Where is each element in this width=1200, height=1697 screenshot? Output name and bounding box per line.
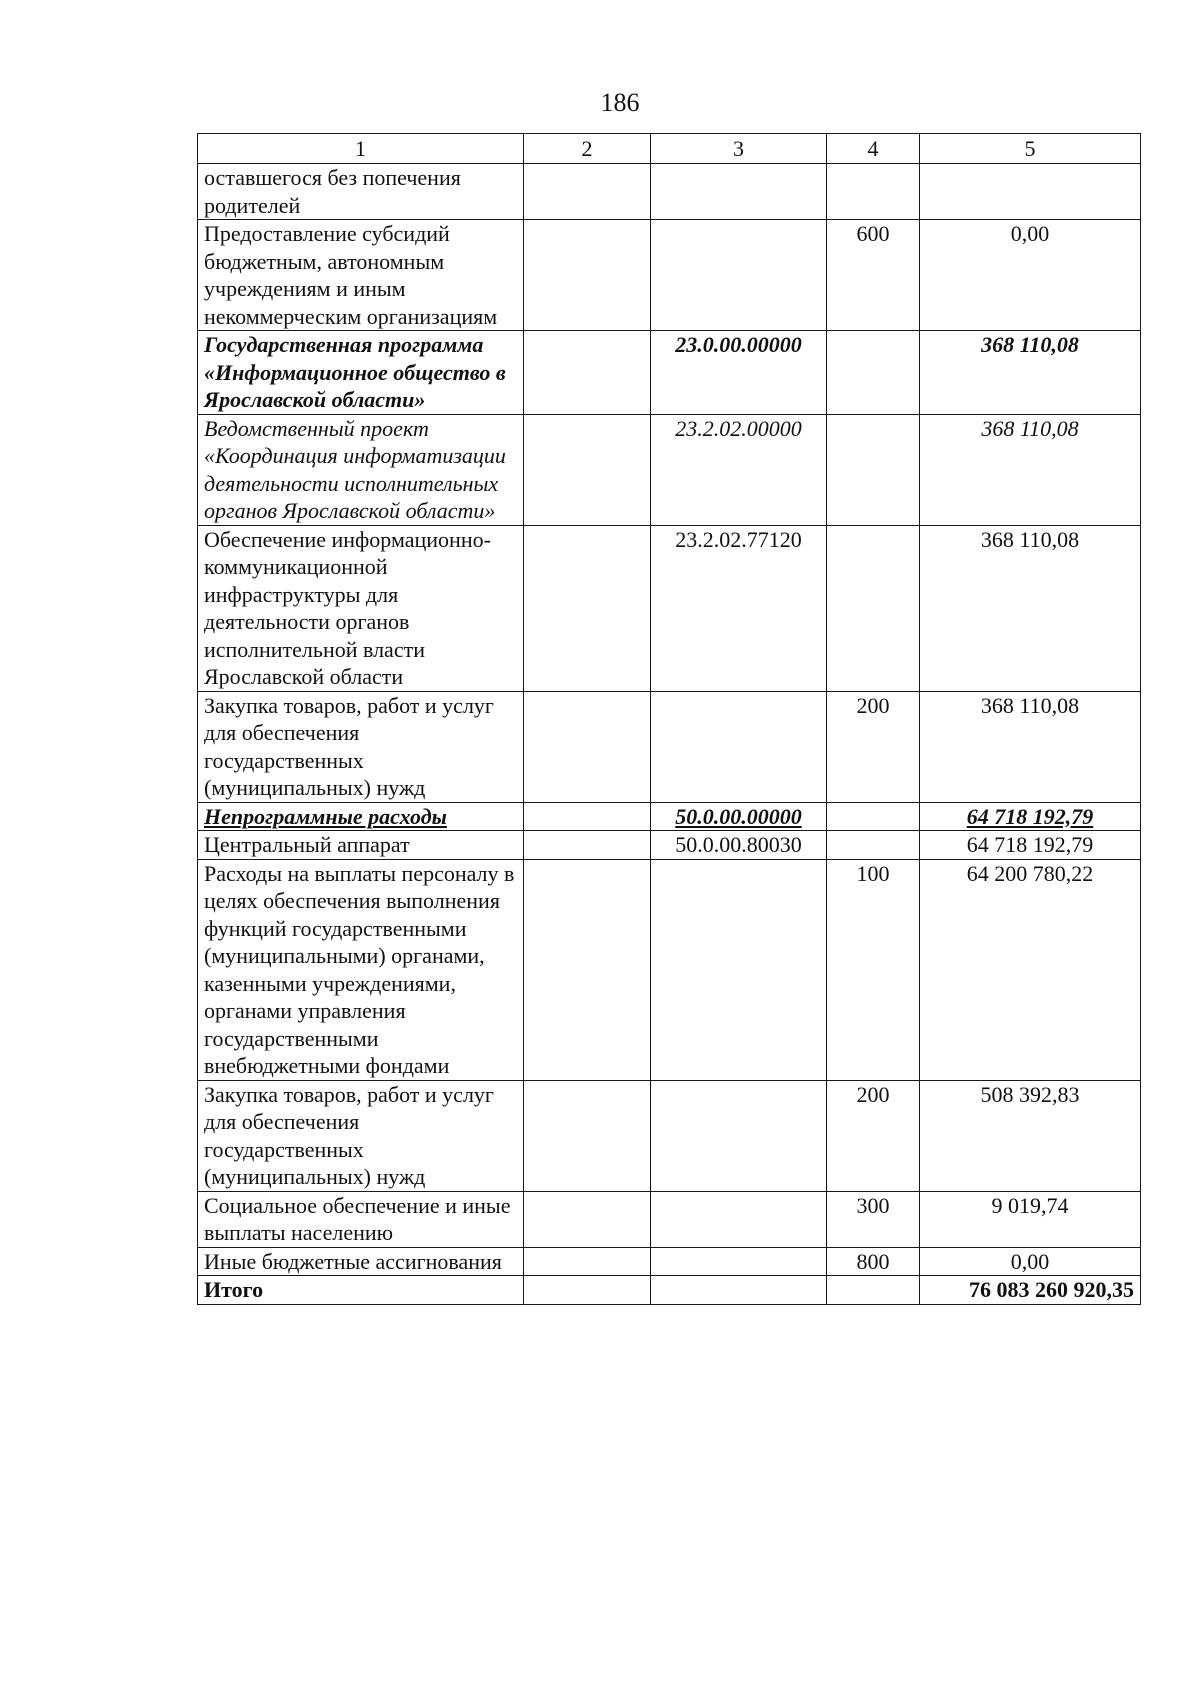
row-name-cell [198,691,524,802]
row-col2-cell [524,859,651,1080]
table-row [198,414,1141,525]
table-row [198,1080,1141,1191]
row-name-cell [198,164,524,220]
table-row [198,220,1141,331]
row-type-cell [827,691,920,802]
row-name-text: оставшегося без попечения родителей [204,165,461,218]
row-amount-text: 9 019,74 [991,1192,1069,1218]
row-amount-text: 508 392,83 [980,1081,1080,1107]
row-code-cell [651,802,827,831]
row-amount-cell [920,414,1141,525]
row-code-cell [651,859,827,1080]
row-name-text: Непрограммные расходы [204,803,447,829]
column-header: 3 [651,134,827,164]
row-code-cell [651,1276,827,1305]
row-name-text: Государственная программа «Информационное общество в Ярославской области» [204,332,506,412]
row-amount-text: 368 110,08 [981,415,1079,441]
row-amount-cell [920,1191,1141,1247]
row-name-text: Закупка товаров, работ и услуг для обеспечения государственных (муниципальных) нужд [204,692,494,800]
row-name-cell [198,1080,524,1191]
row-col2-cell [524,1276,651,1305]
row-code-cell [651,525,827,691]
row-col2-cell [524,1191,651,1247]
row-name-cell [198,1191,524,1247]
row-amount-text: 0,00 [1010,221,1050,246]
row-type-cell [827,859,920,1080]
row-name-text: Иные бюджетные ассигнования [204,1248,502,1274]
row-name-cell [198,1247,524,1276]
row-code-cell [651,414,827,525]
row-code-cell [651,164,827,220]
row-code-text: 23.2.02.77120 [675,526,802,552]
page-number: 186 [600,88,640,117]
row-type-cell [827,331,920,415]
row-amount-text: 368 110,08 [980,526,1080,552]
row-code-cell [651,1247,827,1276]
row-type-cell [827,1247,920,1276]
row-type-cell [827,1080,920,1191]
row-col2-cell [524,831,651,860]
row-type-cell [827,802,920,831]
row-type-text: 600 [856,221,890,246]
row-type-cell [827,831,920,860]
table-row [198,1247,1141,1276]
row-col2-cell [524,1247,651,1276]
table-header-row [198,134,1141,164]
row-type-text: 100 [856,860,890,886]
row-code-cell [651,331,827,415]
row-amount-text: 64 718 192,79 [966,803,1094,829]
table-row [198,691,1141,802]
row-amount-cell [920,220,1141,331]
row-name-cell [198,525,524,691]
row-type-text: 200 [856,692,890,718]
row-amount-text: 64 718 192,79 [966,832,1094,857]
row-amount-cell [920,164,1141,220]
row-code-text: 23.2.02.00000 [675,415,802,441]
row-type-text: 300 [856,1192,890,1218]
row-amount-text: 368 110,08 [980,692,1080,718]
row-code-cell [651,220,827,331]
column-header: 4 [827,134,920,164]
row-col2-cell [524,691,651,802]
column-header: 1 [198,134,524,164]
row-amount-text: 0,00 [1010,1248,1050,1274]
table-row [198,831,1141,860]
row-col2-cell [524,802,651,831]
row-amount-text: 368 110,08 [981,332,1079,357]
row-amount-cell [920,802,1141,831]
row-code-cell [651,1080,827,1191]
row-name-text: Обеспечение информационно-коммуникационной инфраструктуры для деятельности органов исполнительной власти Ярославской области [204,526,491,689]
row-amount-cell [920,1247,1141,1276]
table-row [198,859,1141,1080]
row-name-text: Закупка товаров, работ и услуг для обеспечения государственных (муниципальных) нужд [204,1081,494,1189]
row-type-cell [827,220,920,331]
table-row [198,802,1141,831]
table-row [198,525,1141,691]
row-amount-cell [920,859,1141,1080]
row-code-cell [651,1191,827,1247]
row-col2-cell [524,220,651,331]
row-name-cell [198,859,524,1080]
row-amount-cell [920,331,1141,415]
row-type-text: 800 [856,1248,890,1274]
row-type-cell [827,525,920,691]
row-name-cell [198,220,524,331]
row-amount-cell [920,525,1141,691]
column-header: 2 [524,134,651,164]
row-type-cell [827,1191,920,1247]
row-name-cell [198,1276,524,1305]
row-name-cell [198,831,524,860]
table-row [198,331,1141,415]
row-type-cell [827,164,920,220]
row-name-text: Ведомственный проект «Координация информатизации деятельности исполнительных органов Ярославской области» [204,415,506,523]
row-amount-text: 76 083 260 920,35 [969,1277,1134,1302]
row-code-cell [651,691,827,802]
row-name-text: Предоставление субсидий бюджетным, автономным учреждениям и иным некоммерческим организациям [204,221,498,329]
row-name-cell [198,331,524,415]
row-col2-cell [524,331,651,415]
row-type-text: 200 [856,1081,890,1107]
row-amount-cell [920,1276,1141,1305]
row-amount-cell [920,1080,1141,1191]
row-amount-cell [920,691,1141,802]
row-name-text: Расходы на выплаты персоналу в целях обеспечения выполнения функций государственными (муниципальными) органами, казенными учреждениями, органами управления государственными внебюджетными фондами [204,860,515,1078]
row-code-cell [651,831,827,860]
budget-table [197,133,1141,1305]
row-type-cell [827,1276,920,1305]
row-name-cell [198,802,524,831]
row-name-text: Итого [204,1277,264,1302]
column-header: 5 [920,134,1141,164]
table-row [198,164,1141,220]
row-col2-cell [524,164,651,220]
row-amount-cell [920,831,1141,860]
row-code-text: 50.0.00.00000 [675,803,802,829]
table-row [198,1191,1141,1247]
row-code-text: 50.0.00.80030 [675,832,802,857]
row-name-cell [198,414,524,525]
row-col2-cell [524,1080,651,1191]
row-col2-cell [524,414,651,525]
row-amount-text: 64 200 780,22 [966,860,1094,886]
total-row [198,1276,1141,1305]
row-code-text: 23.0.00.00000 [675,332,802,357]
row-col2-cell [524,525,651,691]
row-name-text: Социальное обеспечение и иные выплаты населению [204,1192,511,1245]
row-name-text: Центральный аппарат [204,832,410,857]
row-type-cell [827,414,920,525]
